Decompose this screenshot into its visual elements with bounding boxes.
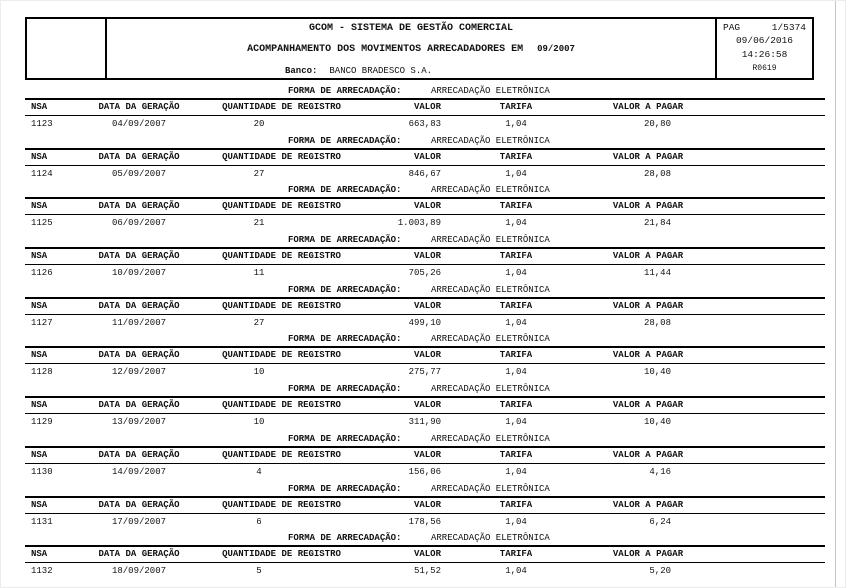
movement-block: [1, 135, 845, 185]
cell-quantidade: 10: [253, 367, 265, 378]
column-header-quantidade: QUANTIDADE DE REGISTRO: [222, 300, 341, 311]
page-info-cell: [715, 19, 812, 78]
cell-data-geracao: 18/09/2007: [111, 566, 166, 577]
table-header-row: [1, 348, 845, 363]
cell-nsa: 1123: [31, 119, 53, 129]
column-header-valor: VALOR: [413, 549, 441, 560]
column-header-tarifa: TARIFA: [499, 400, 533, 411]
cell-nsa: 1128: [31, 367, 53, 378]
table-header-row: [1, 199, 845, 214]
collection-type-line: [1, 433, 845, 446]
column-header-valor-a-pagar: VALOR A PAGAR: [612, 400, 684, 411]
cell-tarifa: 1,04: [505, 516, 527, 527]
page-label: PAG: [723, 22, 741, 33]
movement-block: [1, 284, 845, 334]
table-header-row: [1, 398, 845, 413]
column-header-valor: VALOR: [413, 201, 441, 212]
collection-type-line: [1, 234, 845, 247]
column-header-valor-a-pagar: VALOR A PAGAR: [612, 300, 684, 311]
cell-quantidade: 6: [256, 516, 262, 527]
column-header-data-geracao: DATA DA GERAÇÃO: [98, 251, 180, 262]
table-header-row: [1, 299, 845, 314]
collection-type-label: FORMA DE ARRECADAÇÃO:: [288, 135, 402, 146]
column-header-valor: VALOR: [413, 350, 441, 361]
collection-type-line: [1, 333, 845, 346]
column-header-data-geracao: DATA DA GERAÇÃO: [98, 499, 180, 510]
collection-type-line: [1, 135, 845, 148]
cell-nsa: 1124: [31, 168, 53, 179]
table-row: [1, 317, 845, 330]
column-header-nsa: NSA: [31, 499, 48, 510]
cell-valor-a-pagar: 21,84: [643, 218, 671, 229]
cell-nsa: 1129: [31, 417, 53, 428]
logo-cell: [27, 19, 107, 78]
collection-type-label: FORMA DE ARRECADAÇÃO:: [288, 384, 402, 395]
collection-type-value: ARRECADAÇÃO ELETRÔNICA: [431, 433, 550, 444]
collection-type-line: [1, 532, 845, 545]
column-header-nsa: NSA: [31, 102, 48, 112]
report-subtitle: [107, 44, 715, 55]
table-header-row: [1, 100, 845, 115]
divider-header: [25, 314, 825, 315]
column-header-valor: VALOR: [413, 400, 441, 411]
report-time: 14:26:58: [741, 49, 788, 60]
cell-tarifa: 1,04: [505, 566, 527, 577]
cell-tarifa: 1,04: [505, 218, 527, 229]
collection-type-label: FORMA DE ARRECADAÇÃO:: [288, 433, 402, 444]
column-header-data-geracao: DATA DA GERAÇÃO: [98, 549, 180, 560]
report-subtitle-text: ACOMPANHAMENTO DOS MOVIMENTOS ARRECADADORES EM: [247, 44, 524, 55]
cell-valor: 311,90: [408, 417, 441, 428]
table-row: [1, 217, 845, 230]
table-header-row: [1, 150, 845, 165]
cell-quantidade: 4: [256, 466, 262, 477]
cell-valor: 663,83: [408, 119, 441, 129]
divider-header: [25, 264, 825, 265]
cell-nsa: 1131: [31, 516, 53, 527]
bank-label: Banco:: [285, 66, 318, 76]
column-header-valor: VALOR: [413, 300, 441, 311]
column-header-valor-a-pagar: VALOR A PAGAR: [612, 549, 684, 560]
table-header-row: [1, 498, 845, 513]
cell-data-geracao: 05/09/2007: [111, 168, 166, 179]
collection-type-line: [1, 284, 845, 297]
collection-type-label: FORMA DE ARRECADAÇÃO:: [288, 86, 402, 96]
column-header-valor-a-pagar: VALOR A PAGAR: [612, 102, 684, 112]
cell-valor-a-pagar: 10,40: [643, 417, 671, 428]
collection-type-value: ARRECADAÇÃO ELETRÔNICA: [431, 235, 550, 246]
movement-block: [1, 333, 845, 383]
cell-quantidade: 21: [253, 218, 265, 229]
collection-type-label: FORMA DE ARRECADAÇÃO:: [288, 533, 402, 544]
column-header-nsa: NSA: [31, 350, 48, 361]
table-row: [1, 565, 845, 578]
column-header-quantidade: QUANTIDADE DE REGISTRO: [222, 102, 341, 112]
table-row: [1, 466, 845, 479]
column-header-valor-a-pagar: VALOR A PAGAR: [612, 350, 684, 361]
page-number-row: [717, 21, 812, 34]
column-header-valor: VALOR: [413, 251, 441, 262]
cell-tarifa: 1,04: [505, 367, 527, 378]
cell-nsa: 1127: [31, 317, 53, 328]
column-header-tarifa: TARIFA: [499, 549, 533, 560]
table-header-row: [1, 448, 845, 463]
column-header-tarifa: TARIFA: [499, 251, 533, 262]
cell-quantidade: 11: [253, 268, 265, 279]
cell-valor-a-pagar: 4,16: [649, 466, 671, 477]
cell-tarifa: 1,04: [505, 417, 527, 428]
divider-header: [25, 413, 825, 414]
cell-data-geracao: 11/09/2007: [111, 317, 166, 328]
column-header-nsa: NSA: [31, 251, 48, 262]
divider-header: [25, 115, 825, 116]
column-header-valor-a-pagar: VALOR A PAGAR: [612, 201, 684, 212]
report-title: GCOM - SISTEMA DE GESTÃO COMERCIAL: [308, 23, 514, 34]
cell-valor: 178,56: [408, 516, 441, 527]
cell-quantidade: 10: [253, 417, 265, 428]
cell-data-geracao: 13/09/2007: [111, 417, 166, 428]
cell-quantidade: 27: [253, 168, 265, 179]
cell-nsa: 1126: [31, 268, 53, 279]
column-header-nsa: NSA: [31, 449, 48, 460]
cell-valor: 51,52: [413, 566, 441, 577]
divider-header: [25, 562, 825, 563]
movement-block: [1, 433, 845, 483]
cell-valor-a-pagar: 28,08: [643, 168, 671, 179]
column-header-valor: VALOR: [413, 499, 441, 510]
cell-valor-a-pagar: 28,08: [643, 317, 671, 328]
vertical-scrollbar[interactable]: [835, 1, 836, 587]
collection-type-value: ARRECADAÇÃO ELETRÔNICA: [431, 334, 550, 345]
cell-valor-a-pagar: 5,20: [649, 566, 671, 577]
collection-type-line: [1, 383, 845, 396]
cell-quantidade: 5: [256, 566, 262, 577]
cell-tarifa: 1,04: [505, 168, 527, 179]
table-header-row: [1, 249, 845, 264]
report-header-box: [25, 17, 814, 80]
table-row: [1, 516, 845, 529]
movement-block: [1, 184, 845, 234]
column-header-data-geracao: DATA DA GERAÇÃO: [98, 102, 180, 112]
column-header-quantidade: QUANTIDADE DE REGISTRO: [222, 499, 341, 510]
column-header-tarifa: TARIFA: [499, 449, 533, 460]
divider-header: [25, 165, 825, 166]
divider-header: [25, 513, 825, 514]
column-header-quantidade: QUANTIDADE DE REGISTRO: [222, 549, 341, 560]
cell-nsa: 1130: [31, 466, 53, 477]
cell-data-geracao: 12/09/2007: [111, 367, 166, 378]
movement-block: [1, 532, 845, 582]
cell-data-geracao: 06/09/2007: [111, 218, 166, 229]
column-header-tarifa: TARIFA: [499, 151, 533, 162]
divider-header: [25, 363, 825, 364]
column-header-tarifa: TARIFA: [499, 350, 533, 361]
bank-line: [285, 66, 432, 76]
cell-valor: 705,26: [408, 268, 441, 279]
cell-data-geracao: 10/09/2007: [111, 268, 166, 279]
collection-type-value: ARRECADAÇÃO ELETRÔNICA: [431, 483, 550, 494]
divider-header: [25, 463, 825, 464]
collection-type-label: FORMA DE ARRECADAÇÃO:: [288, 185, 402, 196]
column-header-data-geracao: DATA DA GERAÇÃO: [98, 201, 180, 212]
table-row: [1, 168, 845, 181]
column-header-data-geracao: DATA DA GERAÇÃO: [98, 400, 180, 411]
cell-tarifa: 1,04: [505, 268, 527, 279]
collection-type-value: ARRECADAÇÃO ELETRÔNICA: [431, 135, 550, 146]
movement-block: [1, 383, 845, 433]
movement-block: [1, 85, 845, 135]
collection-type-value: ARRECADAÇÃO ELETRÔNICA: [431, 185, 550, 196]
cell-tarifa: 1,04: [505, 119, 527, 129]
cell-valor: 846,67: [408, 168, 441, 179]
movement-blocks: [1, 85, 845, 582]
cell-valor: 275,77: [408, 367, 441, 378]
column-header-quantidade: QUANTIDADE DE REGISTRO: [222, 201, 341, 212]
column-header-quantidade: QUANTIDADE DE REGISTRO: [222, 151, 341, 162]
cell-valor-a-pagar: 11,44: [643, 268, 671, 279]
cell-nsa: 1125: [31, 218, 53, 229]
report-code: R0619: [752, 64, 777, 73]
column-header-nsa: NSA: [31, 549, 48, 560]
cell-quantidade: 27: [253, 317, 265, 328]
collection-type-label: FORMA DE ARRECADAÇÃO:: [288, 334, 402, 345]
collection-type-label: FORMA DE ARRECADAÇÃO:: [288, 284, 402, 295]
column-header-quantidade: QUANTIDADE DE REGISTRO: [222, 400, 341, 411]
cell-valor: 499,10: [408, 317, 441, 328]
collection-type-label: FORMA DE ARRECADAÇÃO:: [288, 483, 402, 494]
column-header-valor: VALOR: [413, 151, 441, 162]
column-header-tarifa: TARIFA: [499, 300, 533, 311]
column-header-tarifa: TARIFA: [499, 201, 533, 212]
column-header-tarifa: TARIFA: [499, 499, 533, 510]
cell-valor: 1.003,89: [397, 218, 441, 229]
column-header-data-geracao: DATA DA GERAÇÃO: [98, 300, 180, 311]
collection-type-line: [1, 483, 845, 496]
column-header-nsa: NSA: [31, 151, 48, 162]
cell-data-geracao: 04/09/2007: [111, 119, 166, 129]
column-header-tarifa: TARIFA: [499, 102, 533, 112]
column-header-valor-a-pagar: VALOR A PAGAR: [612, 251, 684, 262]
movement-block: [1, 234, 845, 284]
table-row: [1, 416, 845, 429]
table-row: [1, 118, 845, 131]
column-header-data-geracao: DATA DA GERAÇÃO: [98, 449, 180, 460]
column-header-valor-a-pagar: VALOR A PAGAR: [612, 449, 684, 460]
bank-value: BANCO BRADESCO S.A.: [329, 66, 433, 76]
column-header-valor-a-pagar: VALOR A PAGAR: [612, 151, 684, 162]
collection-type-value: ARRECADAÇÃO ELETRÔNICA: [431, 384, 550, 395]
column-header-nsa: NSA: [31, 400, 48, 411]
cell-tarifa: 1,04: [505, 317, 527, 328]
column-header-valor: VALOR: [413, 102, 441, 112]
collection-type-value: ARRECADAÇÃO ELETRÔNICA: [431, 86, 550, 96]
divider-header: [25, 214, 825, 215]
report-date: 09/06/2016: [735, 35, 793, 46]
cell-valor-a-pagar: 10,40: [643, 367, 671, 378]
table-header-row: [1, 547, 845, 562]
column-header-quantidade: QUANTIDADE DE REGISTRO: [222, 449, 341, 460]
table-row: [1, 267, 845, 280]
cell-quantidade: 20: [253, 119, 265, 129]
collection-type-label: FORMA DE ARRECADAÇÃO:: [288, 235, 402, 246]
column-header-nsa: NSA: [31, 201, 48, 212]
column-header-valor: VALOR: [413, 449, 441, 460]
column-header-nsa: NSA: [31, 300, 48, 311]
column-header-valor-a-pagar: VALOR A PAGAR: [612, 499, 684, 510]
collection-type-line: [1, 184, 845, 197]
cell-valor-a-pagar: 6,24: [649, 516, 671, 527]
column-header-data-geracao: DATA DA GERAÇÃO: [98, 350, 180, 361]
cell-data-geracao: 14/09/2007: [111, 466, 166, 477]
collection-type-value: ARRECADAÇÃO ELETRÔNICA: [431, 533, 550, 544]
collection-type-value: ARRECADAÇÃO ELETRÔNICA: [431, 284, 550, 295]
report-title-cell: [107, 19, 715, 78]
table-row: [1, 366, 845, 379]
page-number: 1/5374: [771, 22, 806, 33]
column-header-data-geracao: DATA DA GERAÇÃO: [98, 151, 180, 162]
cell-tarifa: 1,04: [505, 466, 527, 477]
report-period: 09/2007: [537, 44, 575, 54]
cell-data-geracao: 17/09/2007: [111, 516, 166, 527]
cell-valor-a-pagar: 20,80: [643, 119, 671, 129]
column-header-quantidade: QUANTIDADE DE REGISTRO: [222, 251, 341, 262]
cell-valor: 156,06: [408, 466, 441, 477]
collection-type-line: [1, 85, 845, 98]
cell-nsa: 1132: [31, 566, 53, 577]
movement-block: [1, 483, 845, 533]
column-header-quantidade: QUANTIDADE DE REGISTRO: [222, 350, 341, 361]
